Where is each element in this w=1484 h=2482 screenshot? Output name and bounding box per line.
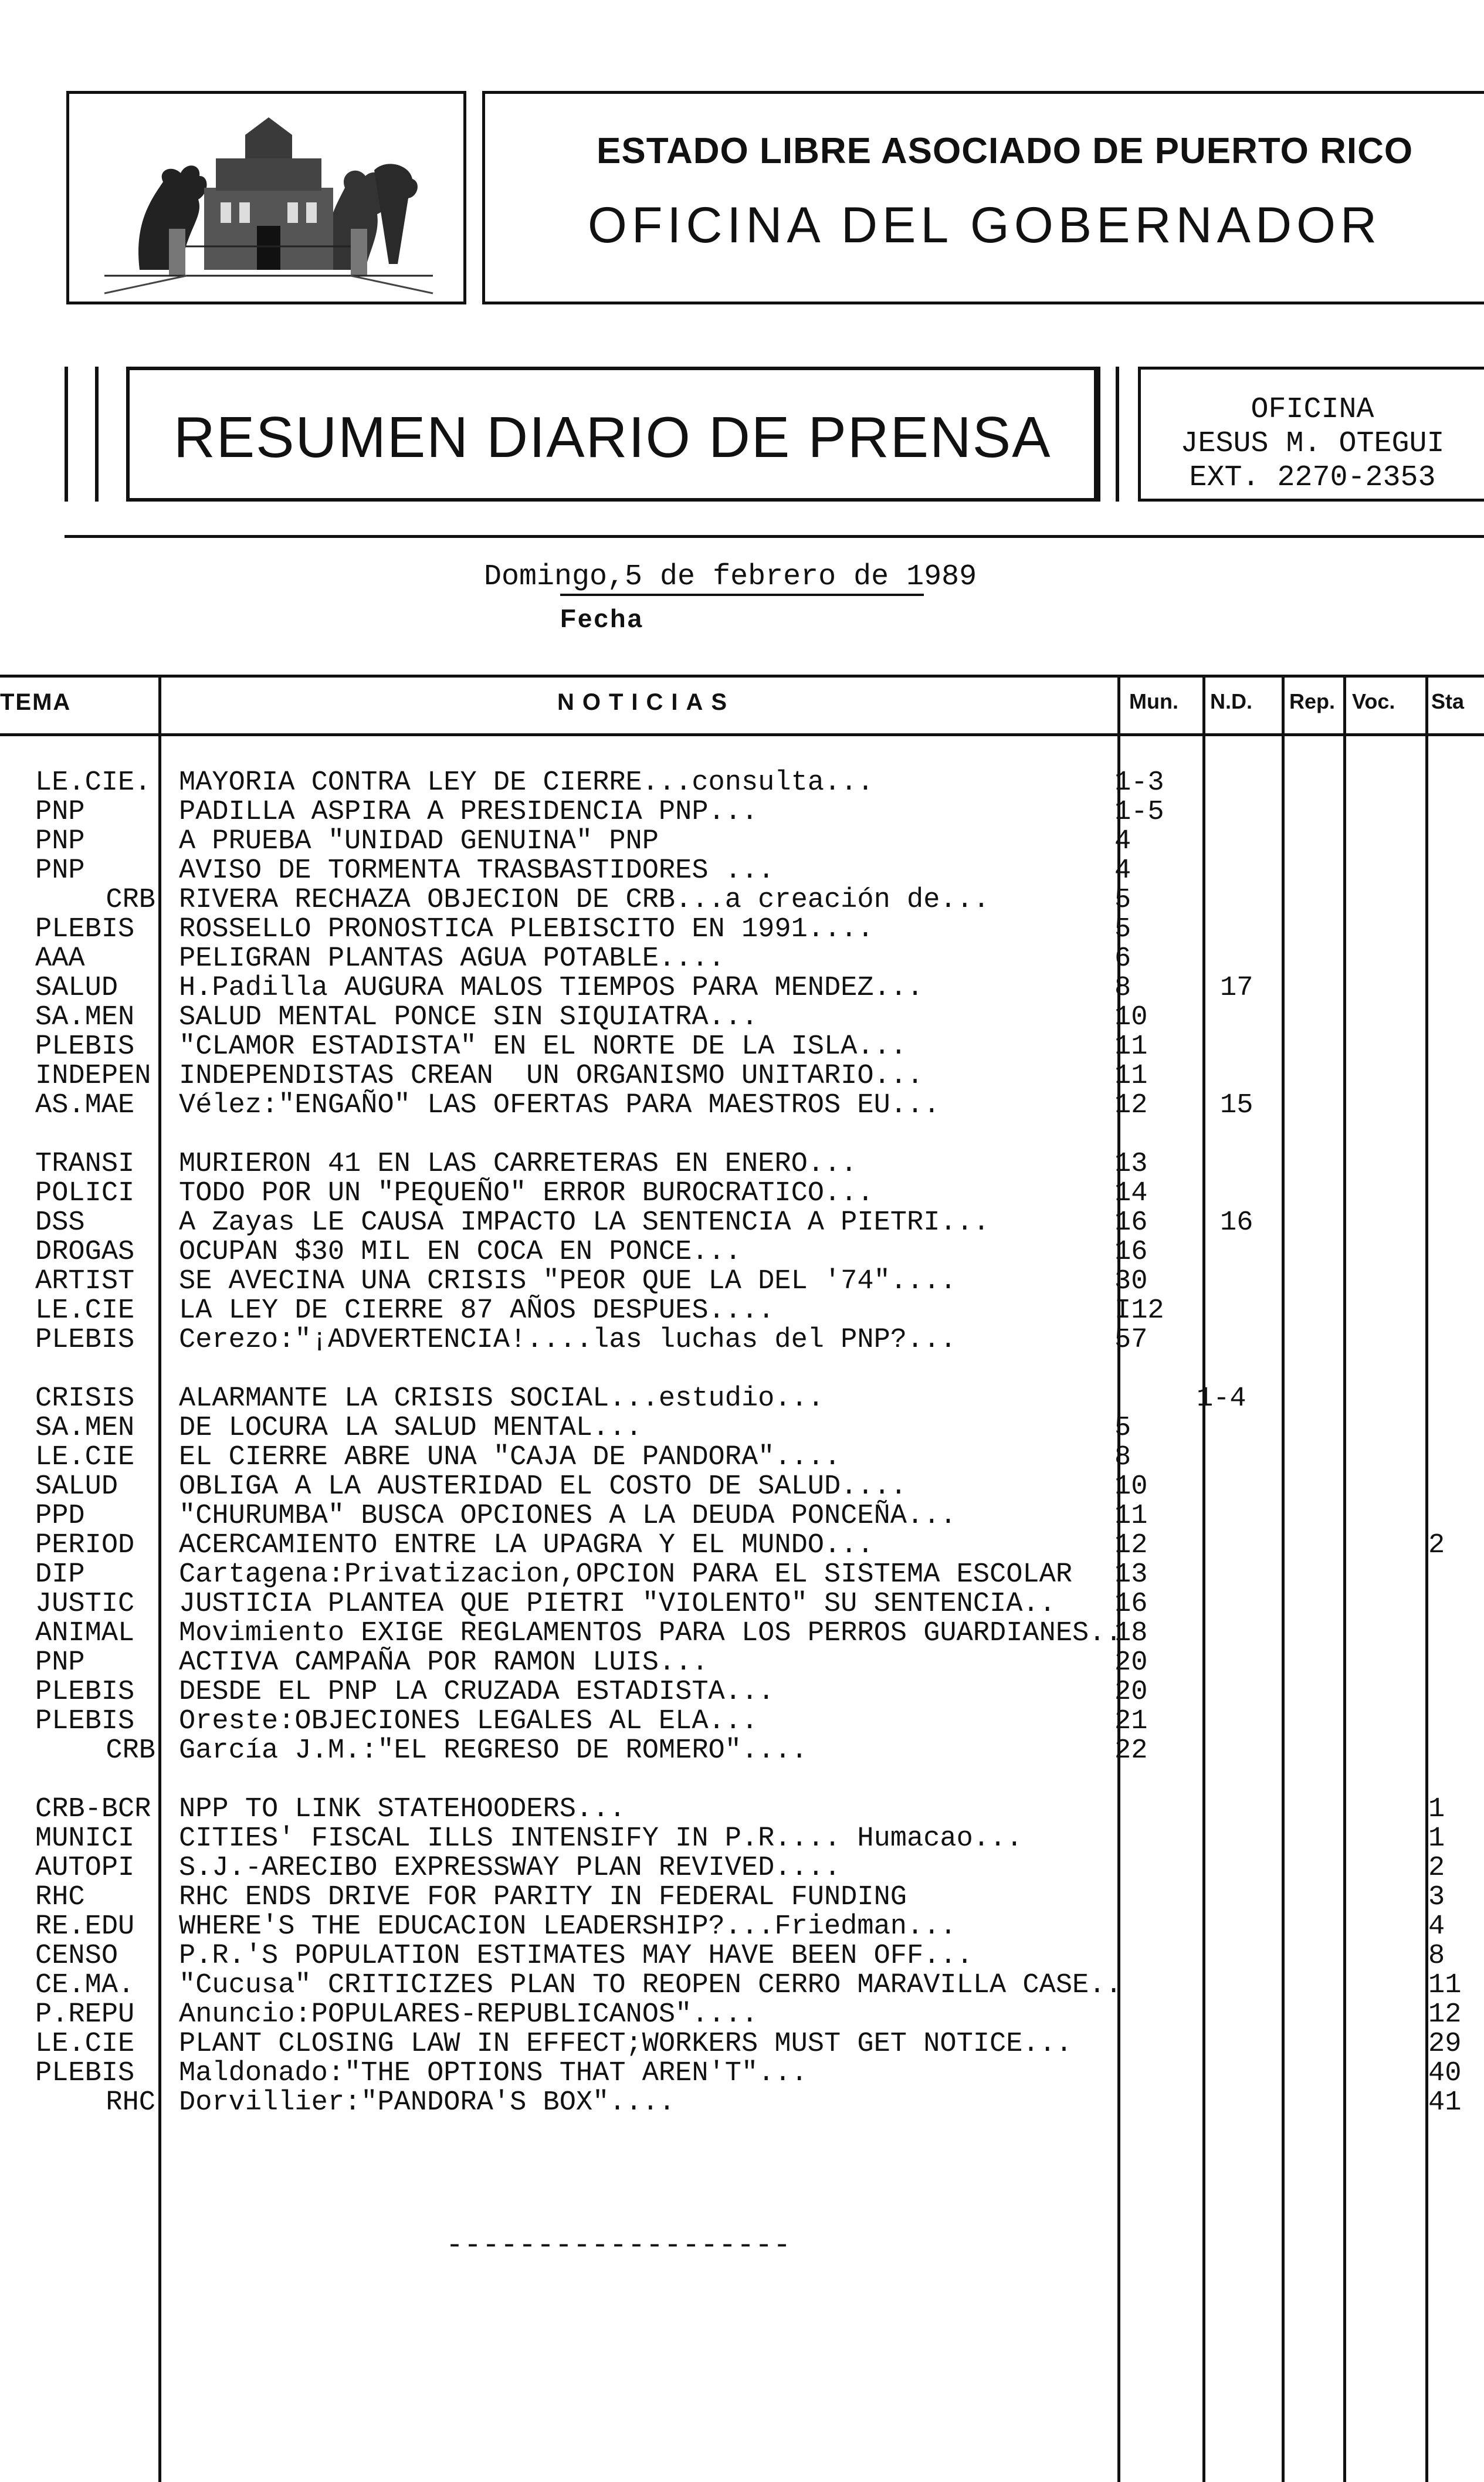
row-headline: H.Padilla AUGURA MALOS TIEMPOS PARA MENDEZ... bbox=[179, 973, 924, 1004]
row-star-page: 41 bbox=[1428, 2087, 1462, 2118]
row-mun-page: 13 bbox=[1114, 1559, 1148, 1590]
table-header-rule bbox=[0, 733, 1484, 736]
row-tema: SALUD bbox=[35, 1472, 118, 1502]
row-tema: PLEBIS bbox=[35, 1032, 135, 1062]
row-tema: LE.CIE. bbox=[35, 768, 151, 798]
table-row bbox=[0, 1032, 1484, 1062]
row-headline: DESDE EL PNP LA CRUZADA ESTADISTA... bbox=[179, 1677, 775, 1708]
row-headline: A PRUEBA "UNIDAD GENUINA" PNP bbox=[179, 826, 659, 857]
table-row bbox=[0, 1238, 1484, 1267]
table-row bbox=[0, 2088, 1484, 2118]
row-headline: NPP TO LINK STATEHOODERS... bbox=[179, 1794, 626, 1825]
table-row bbox=[0, 1678, 1484, 1707]
row-tema: POLICI bbox=[35, 1179, 135, 1208]
row-mun-page: 4 bbox=[1114, 826, 1131, 857]
table-row bbox=[0, 1736, 1484, 1766]
fortaleza-logo-illustration bbox=[69, 94, 463, 302]
row-headline: ACERCAMIENTO ENTRE LA UPAGRA Y EL MUNDO... bbox=[179, 1530, 874, 1561]
table-row bbox=[0, 1384, 1484, 1414]
table-row bbox=[0, 944, 1484, 974]
row-headline: EL CIERRE ABRE UNA "CAJA DE PANDORA".... bbox=[179, 1442, 841, 1473]
row-tema: CRB bbox=[106, 886, 155, 915]
row-mun-page: 5 bbox=[1114, 885, 1131, 916]
row-headline: P.R.'S POPULATION ESTIMATES MAY HAVE BEEN OFF... bbox=[179, 1941, 973, 1972]
row-headline: Oreste:OBJECIONES LEGALES AL ELA... bbox=[179, 1706, 758, 1737]
row-mun-page: 4 bbox=[1114, 855, 1131, 886]
row-tema: RHC bbox=[35, 1883, 85, 1912]
row-tema: TRANSI bbox=[35, 1150, 135, 1179]
row-tema: ANIMAL bbox=[35, 1619, 135, 1648]
header-mun: Mun. bbox=[1129, 689, 1178, 713]
row-tema: ARTIST bbox=[35, 1267, 135, 1296]
row-tema: CRISIS bbox=[35, 1384, 135, 1414]
row-tema: PLEBIS bbox=[35, 1326, 135, 1355]
row-mun-page: 21 bbox=[1114, 1706, 1148, 1737]
row-star-page: 11 bbox=[1428, 1970, 1462, 2001]
row-star-page: 1 bbox=[1428, 1794, 1445, 1825]
row-tema: AUTOPI bbox=[35, 1854, 135, 1883]
row-headline: Movimiento EXIGE REGLAMENTOS PARA LOS PERROS GUARDIANES.. bbox=[179, 1618, 1122, 1649]
contact-line-2: JESUS M. OTEGUI bbox=[1180, 427, 1445, 460]
row-headline: RHC ENDS DRIVE FOR PARITY IN FEDERAL FUNDING bbox=[179, 1882, 907, 1913]
row-headline: TODO POR UN "PEQUEÑO" ERROR BUROCRATICO... bbox=[179, 1178, 874, 1209]
table-row bbox=[0, 1208, 1484, 1238]
row-headline: PELIGRAN PLANTAS AGUA POTABLE.... bbox=[179, 943, 725, 974]
table-row bbox=[0, 1062, 1484, 1091]
header-nd: N.D. bbox=[1210, 689, 1252, 713]
row-mun-page: 6 bbox=[1114, 943, 1131, 974]
row-headline: AVISO DE TORMENTA TRASBASTIDORES ... bbox=[179, 855, 775, 886]
table-row bbox=[0, 798, 1484, 827]
row-mun-page: 20 bbox=[1114, 1677, 1148, 1708]
row-star-page: 12 bbox=[1428, 1999, 1462, 2030]
row-headline: ALARMANTE LA CRISIS SOCIAL...estudio... bbox=[179, 1383, 824, 1414]
contact-box bbox=[1138, 367, 1484, 502]
row-headline: MAYORIA CONTRA LEY DE CIERRE...consulta... bbox=[179, 767, 874, 798]
row-tema: CRB-BCR bbox=[35, 1795, 151, 1824]
table-row bbox=[0, 1003, 1484, 1032]
row-mun-page: 11 bbox=[1114, 1501, 1148, 1532]
row-headline: Vélez:"ENGAÑO" LAS OFERTAS PARA MAESTROS EU... bbox=[179, 1090, 940, 1121]
table-row bbox=[0, 1707, 1484, 1736]
table-row bbox=[0, 827, 1484, 856]
table-top-rule bbox=[0, 675, 1484, 678]
row-tema: DIP bbox=[35, 1560, 85, 1590]
row-headline: S.J.-ARECIBO EXPRESSWAY PLAN REVIVED.... bbox=[179, 1853, 841, 1884]
row-tema: LE.CIE bbox=[35, 1443, 135, 1472]
row-mun-page: 14 bbox=[1114, 1178, 1148, 1209]
report-title: RESUMEN DIARIO DE PRENSA bbox=[174, 405, 1052, 469]
row-star-page: 3 bbox=[1428, 1882, 1445, 1913]
table-row bbox=[0, 1414, 1484, 1443]
table-row bbox=[0, 1502, 1484, 1531]
row-mun-page: 10 bbox=[1114, 1471, 1148, 1502]
header-noticias: NOTICIAS bbox=[557, 689, 736, 715]
table-row bbox=[0, 1531, 1484, 1560]
table-row bbox=[0, 1560, 1484, 1590]
table-row bbox=[0, 1942, 1484, 1971]
table-row bbox=[0, 1883, 1484, 1912]
right-double-bar bbox=[1097, 367, 1119, 502]
row-nd-page: 16 bbox=[1220, 1207, 1253, 1238]
row-headline: Cartagena:Privatizacion,OPCION PARA EL SISTEMA ESCOLAR bbox=[179, 1559, 1073, 1590]
row-tema: LE.CIE bbox=[35, 2030, 135, 2059]
row-tema: SALUD bbox=[35, 974, 118, 1003]
row-mun-page: 11 bbox=[1114, 1031, 1148, 1062]
row-mun-page: 11 bbox=[1114, 1061, 1148, 1092]
row-mun-page: 30 bbox=[1114, 1266, 1148, 1297]
table-row bbox=[0, 1619, 1484, 1648]
row-star-page: 40 bbox=[1428, 2058, 1462, 2089]
row-star-page: 4 bbox=[1428, 1911, 1445, 1942]
row-nd-page: 15 bbox=[1220, 1090, 1253, 1121]
row-mun-page: 20 bbox=[1114, 1647, 1148, 1678]
logo-box bbox=[66, 91, 466, 304]
table-row bbox=[0, 915, 1484, 944]
table-row bbox=[0, 974, 1484, 1003]
header-voc: Voc. bbox=[1352, 689, 1395, 713]
table-row bbox=[0, 1824, 1484, 1854]
row-tema: PLEBIS bbox=[35, 1707, 135, 1736]
row-headline: WHERE'S THE EDUCACION LEADERSHIP?...Friedman... bbox=[179, 1911, 957, 1942]
row-headline: ACTIVA CAMPAÑA POR RAMON LUIS... bbox=[179, 1647, 709, 1678]
table-row bbox=[0, 1091, 1484, 1120]
row-star-page: 1 bbox=[1428, 1823, 1445, 1854]
row-mun-page: 1-4 bbox=[1197, 1383, 1246, 1414]
row-tema: MUNICI bbox=[35, 1824, 135, 1854]
row-headline: OCUPAN $30 MIL EN COCA EN PONCE... bbox=[179, 1237, 741, 1268]
row-headline: LA LEY DE CIERRE 87 AÑOS DESPUES.... bbox=[179, 1295, 775, 1326]
row-headline: SALUD MENTAL PONCE SIN SIQUIATRA... bbox=[179, 1002, 758, 1033]
row-headline: ROSSELLO PRONOSTICA PLEBISCITO EN 1991.... bbox=[179, 914, 874, 945]
row-mun-page: 18 bbox=[1114, 1618, 1148, 1649]
header-star: Sta bbox=[1431, 689, 1465, 713]
table-row bbox=[0, 1590, 1484, 1619]
row-headline: OBLIGA A LA AUSTERIDAD EL COSTO DE SALUD.... bbox=[179, 1471, 907, 1502]
table-row bbox=[0, 2030, 1484, 2059]
row-star-page: 2 bbox=[1428, 1853, 1445, 1884]
row-tema: CRB bbox=[106, 1736, 155, 1766]
row-star-page: 2 bbox=[1428, 1530, 1445, 1561]
table-row bbox=[0, 2000, 1484, 2030]
table-row bbox=[0, 1443, 1484, 1472]
table-row bbox=[0, 1179, 1484, 1208]
row-tema: RE.EDU bbox=[35, 1912, 135, 1942]
office-title-box bbox=[482, 91, 1484, 304]
row-mun-page: 5 bbox=[1114, 914, 1131, 945]
left-double-bar bbox=[65, 367, 99, 502]
table-row bbox=[0, 1472, 1484, 1502]
table-row bbox=[0, 1326, 1484, 1355]
table-row bbox=[0, 1296, 1484, 1326]
row-tema: PNP bbox=[35, 1648, 85, 1678]
row-tema: AS.MAE bbox=[35, 1091, 135, 1120]
table-row bbox=[0, 1795, 1484, 1824]
row-headline: CITIES' FISCAL ILLS INTENSIFY IN P.R.... Humacao... bbox=[179, 1823, 1023, 1854]
table-row bbox=[0, 1854, 1484, 1883]
row-mun-page: 13 bbox=[1114, 1149, 1148, 1180]
row-tema: P.REPU bbox=[35, 2000, 135, 2030]
row-nd-page: 17 bbox=[1220, 973, 1253, 1004]
row-mun-page: 57 bbox=[1114, 1325, 1148, 1356]
row-tema: PLEBIS bbox=[35, 1678, 135, 1707]
row-tema: SA.MEN bbox=[35, 1003, 135, 1032]
row-headline: JUSTICIA PLANTEA QUE PIETRI "VIOLENTO" SU SENTENCIA.. bbox=[179, 1589, 1056, 1620]
row-tema: SA.MEN bbox=[35, 1414, 135, 1443]
header-rule bbox=[65, 535, 1484, 538]
row-tema: CENSO bbox=[35, 1942, 118, 1971]
row-tema: PPD bbox=[35, 1502, 85, 1531]
row-headline: PADILLA ASPIRA A PRESIDENCIA PNP... bbox=[179, 797, 758, 828]
row-mun-page: 10 bbox=[1114, 1002, 1148, 1033]
row-tema: JUSTIC bbox=[35, 1590, 135, 1619]
row-mun-page: 22 bbox=[1114, 1735, 1148, 1766]
row-mun-page: 5 bbox=[1114, 1413, 1131, 1444]
row-headline: A Zayas LE CAUSA IMPACTO LA SENTENCIA A PIETRI... bbox=[179, 1207, 990, 1238]
date-underline bbox=[560, 594, 924, 596]
row-mun-page: 8 bbox=[1114, 973, 1131, 1004]
table-row bbox=[0, 1150, 1484, 1179]
row-tema: INDEPEN bbox=[35, 1062, 151, 1091]
row-mun-page: 12 bbox=[1114, 1530, 1148, 1561]
row-headline: Maldonado:"THE OPTIONS THAT AREN'T"... bbox=[179, 2058, 808, 2089]
table-row bbox=[0, 886, 1484, 915]
row-tema: PNP bbox=[35, 798, 85, 827]
table-row bbox=[0, 1971, 1484, 2000]
row-mun-page: 16 bbox=[1114, 1237, 1148, 1268]
row-headline: Dorvillier:"PANDORA'S BOX".... bbox=[179, 2087, 676, 2118]
government-line: ESTADO LIBRE ASOCIADO DE PUERTO RICO bbox=[597, 131, 1414, 171]
row-mun-page: 12 bbox=[1114, 1090, 1148, 1121]
row-headline: "Cucusa" CRITICIZES PLAN TO REOPEN CERRO MARAVILLA CASE.. bbox=[179, 1970, 1122, 2001]
row-tema: PNP bbox=[35, 856, 85, 886]
row-mun-page: I12 bbox=[1114, 1295, 1164, 1326]
row-headline: "CHURUMBA" BUSCA OPCIONES A LA DEUDA PONCEÑA... bbox=[179, 1501, 957, 1532]
row-tema: DROGAS bbox=[35, 1238, 135, 1267]
report-date: Domingo,5 de febrero de 1989 bbox=[484, 560, 977, 594]
header-tema: TEMA bbox=[0, 689, 72, 715]
row-tema: AAA bbox=[35, 944, 85, 974]
row-headline: MURIERON 41 EN LAS CARRETERAS EN ENERO... bbox=[179, 1149, 858, 1180]
row-headline: Cerezo:"¡ADVERTENCIA!....las luchas del PNP?... bbox=[179, 1325, 957, 1356]
row-headline: Anuncio:POPULARES-REPUBLICANOS".... bbox=[179, 1999, 758, 2030]
row-headline: "CLAMOR ESTADISTA" EN EL NORTE DE LA ISLA... bbox=[179, 1031, 907, 1062]
row-star-page: 29 bbox=[1428, 2029, 1462, 2060]
row-tema: CE.MA. bbox=[35, 1971, 135, 2000]
row-mun-page: 16 bbox=[1114, 1207, 1148, 1238]
header-rep: Rep. bbox=[1289, 689, 1336, 713]
end-separator: ------------------- bbox=[446, 2229, 792, 2263]
row-tema: RHC bbox=[106, 2088, 155, 2118]
table-row bbox=[0, 2059, 1484, 2088]
report-title-box bbox=[126, 367, 1097, 502]
row-headline: PLANT CLOSING LAW IN EFFECT;WORKERS MUST GET NOTICE... bbox=[179, 2029, 1073, 2060]
table-row bbox=[0, 1267, 1484, 1296]
row-headline: INDEPENDISTAS CREAN UN ORGANISMO UNITARIO... bbox=[179, 1061, 924, 1092]
table-row bbox=[0, 1912, 1484, 1942]
row-mun-page: 1-3 bbox=[1114, 767, 1164, 798]
row-mun-page: 8 bbox=[1114, 1442, 1131, 1473]
row-headline: RIVERA RECHAZA OBJECION DE CRB...a creación de... bbox=[179, 885, 990, 916]
table-row bbox=[0, 1648, 1484, 1678]
row-star-page: 8 bbox=[1428, 1941, 1445, 1972]
row-headline: DE LOCURA LA SALUD MENTAL... bbox=[179, 1413, 642, 1444]
date-label: Fecha bbox=[560, 604, 644, 633]
contact-line-3: EXT. 2270-2353 bbox=[1189, 461, 1436, 495]
row-tema: DSS bbox=[35, 1208, 85, 1238]
contact-line-1: OFICINA bbox=[1251, 393, 1374, 426]
row-tema: PNP bbox=[35, 827, 85, 856]
row-tema: PERIOD bbox=[35, 1531, 135, 1560]
row-tema: PLEBIS bbox=[35, 2059, 135, 2088]
row-mun-page: 16 bbox=[1114, 1589, 1148, 1620]
table-row bbox=[0, 856, 1484, 886]
table-row bbox=[0, 768, 1484, 798]
row-mun-page: 1-5 bbox=[1114, 797, 1164, 828]
row-headline: SE AVECINA UNA CRISIS "PEOR QUE LA DEL '74".... bbox=[179, 1266, 957, 1297]
row-headline: García J.M.:"EL REGRESO DE ROMERO".... bbox=[179, 1735, 808, 1766]
office-line: OFICINA DEL GOBERNADOR bbox=[588, 197, 1382, 253]
row-tema: PLEBIS bbox=[35, 915, 135, 944]
row-tema: LE.CIE bbox=[35, 1296, 135, 1326]
